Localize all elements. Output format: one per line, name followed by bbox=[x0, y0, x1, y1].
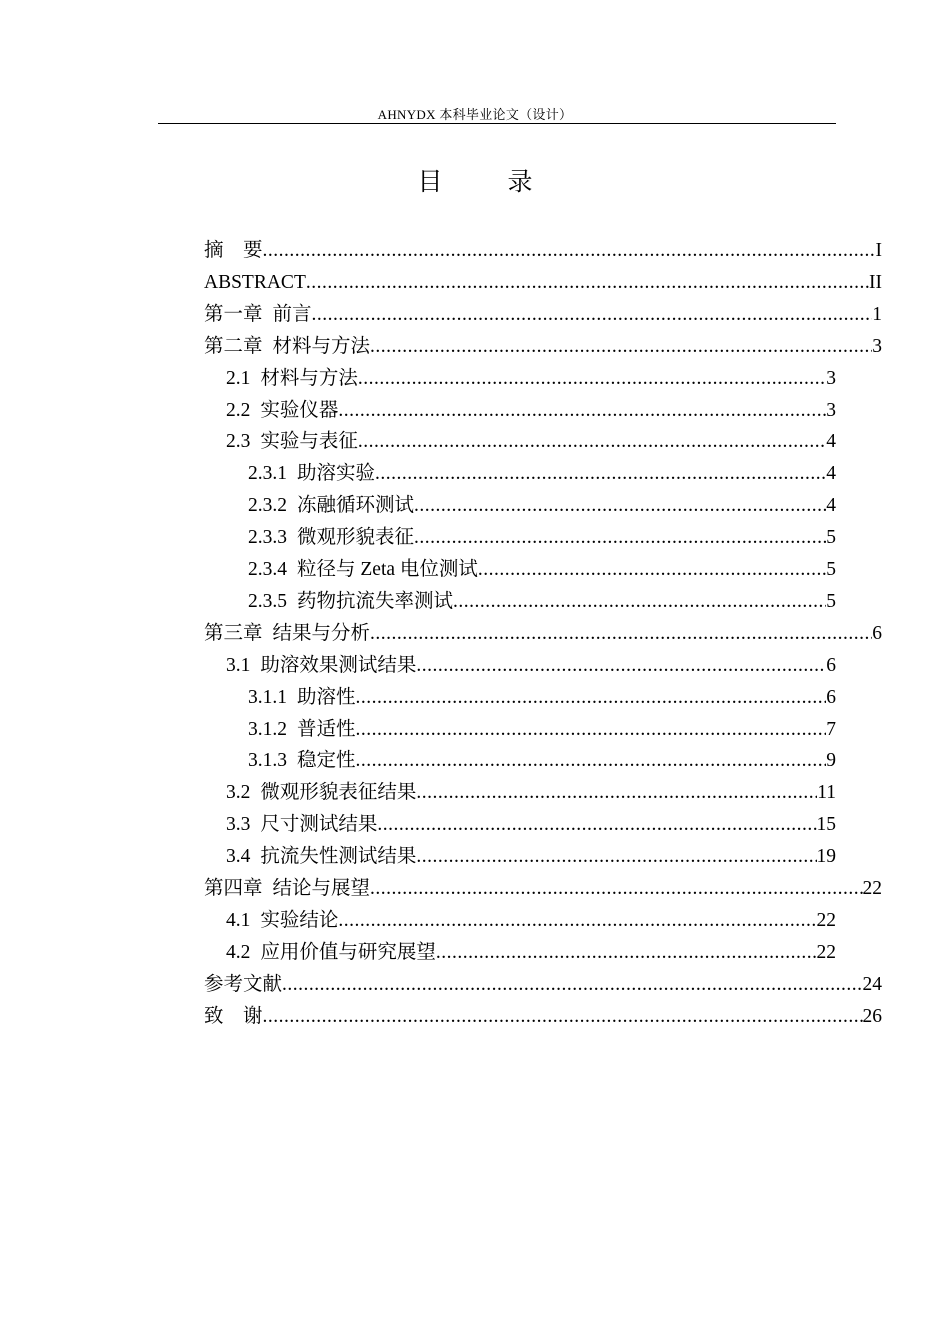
toc-entry-page: 3 bbox=[872, 335, 882, 357]
toc-entry-page: 19 bbox=[816, 846, 836, 868]
toc-entry[interactable] bbox=[226, 937, 836, 969]
toc-entry-page: 24 bbox=[862, 973, 882, 995]
toc-dot-leader bbox=[370, 331, 872, 363]
toc-entry-number: 第三章 bbox=[204, 622, 263, 644]
toc-dot-leader bbox=[370, 618, 872, 650]
running-header: AHNYDX 本科毕业论文（设计） bbox=[377, 107, 573, 122]
toc-entry[interactable] bbox=[226, 395, 836, 427]
toc-entry-page: 5 bbox=[826, 590, 836, 612]
toc-entry-title: 助溶实验 bbox=[297, 463, 376, 485]
toc-entry-page: 4 bbox=[826, 463, 836, 485]
toc-dot-leader bbox=[312, 299, 873, 331]
toc-entry-page: 6 bbox=[826, 686, 836, 708]
toc-entry-page: 4 bbox=[826, 431, 836, 453]
toc-entry-page: 7 bbox=[826, 718, 836, 740]
toc-dot-leader bbox=[356, 682, 827, 714]
toc-entry-title: 参考文献 bbox=[204, 973, 283, 995]
toc-entry-page: 5 bbox=[826, 527, 836, 549]
toc-entry[interactable] bbox=[226, 841, 836, 873]
toc-entry-number: 2.3.4 bbox=[248, 559, 287, 580]
toc-dot-leader bbox=[377, 809, 816, 841]
toc-entry-title: 助溶效果测试结果 bbox=[260, 654, 417, 676]
toc-dot-leader bbox=[370, 873, 862, 905]
toc-entry-number: 第一章 bbox=[204, 303, 263, 325]
toc-entry-page: 4 bbox=[826, 495, 836, 517]
toc-entry-title: 尺寸测试结果 bbox=[260, 814, 378, 836]
toc-entry-title: 稳定性 bbox=[297, 750, 356, 772]
toc-entry-number: 第二章 bbox=[204, 335, 263, 357]
toc-entry-title: ABSTRACT bbox=[204, 271, 306, 293]
toc-entry-title: 粒径与 Zeta 电位测试 bbox=[297, 559, 478, 580]
toc-entry-page: 9 bbox=[826, 750, 836, 772]
toc-entry-title: 材料与方法 bbox=[272, 335, 371, 357]
toc-entry-title: 实验与表征 bbox=[260, 431, 358, 453]
toc-dot-leader bbox=[338, 905, 816, 937]
toc-entry-number: 第四章 bbox=[204, 878, 263, 899]
toc-entry-title: 微观形貌表征结果 bbox=[260, 782, 417, 804]
toc-entry[interactable] bbox=[204, 618, 882, 650]
toc-entry[interactable] bbox=[204, 1001, 882, 1033]
toc-entry-title: 药物抗流失率测试 bbox=[297, 590, 454, 612]
toc-entry-number: 2.3 bbox=[226, 431, 251, 453]
toc-entry[interactable] bbox=[248, 586, 836, 618]
toc-entry-number: 3.1.3 bbox=[248, 750, 287, 772]
toc-entry-number: 2.3.2 bbox=[248, 495, 287, 517]
toc-entry-page: II bbox=[869, 271, 882, 293]
toc-entry-page: 26 bbox=[862, 1005, 882, 1027]
toc-entry[interactable] bbox=[248, 458, 836, 490]
toc-entry-page: 6 bbox=[826, 654, 836, 676]
toc-entry-page: 3 bbox=[826, 399, 836, 421]
toc-entry-number: 2.1 bbox=[226, 367, 251, 389]
toc-dot-leader bbox=[436, 937, 817, 969]
toc-dot-leader bbox=[263, 235, 876, 267]
toc-entry-number: 4.1 bbox=[226, 909, 251, 931]
toc-entry-number: 2.2 bbox=[226, 399, 251, 421]
toc-dot-leader bbox=[306, 267, 869, 299]
toc-entry-page: 11 bbox=[817, 782, 836, 804]
toc-entry-title: 应用价值与研究展望 bbox=[260, 941, 436, 963]
toc-dot-leader bbox=[263, 1001, 863, 1033]
toc-dot-leader bbox=[478, 554, 826, 586]
toc-dot-leader bbox=[358, 426, 826, 458]
toc-entry-number: 3.1.1 bbox=[248, 686, 287, 708]
toc-entry-page: 5 bbox=[826, 559, 836, 580]
toc-entry-title: 结论与展望 bbox=[272, 878, 371, 899]
toc-entry-number: 3.1 bbox=[226, 654, 251, 676]
toc-entry[interactable] bbox=[226, 905, 836, 937]
toc-entry[interactable] bbox=[248, 522, 836, 554]
toc-entry-title: 实验结论 bbox=[260, 909, 339, 931]
toc-entry[interactable] bbox=[226, 363, 836, 395]
toc-dot-leader bbox=[416, 777, 817, 809]
toc-entry-page: 1 bbox=[872, 303, 882, 325]
toc-dot-leader bbox=[453, 586, 826, 618]
toc-entry[interactable] bbox=[248, 714, 836, 746]
toc-dot-leader bbox=[356, 745, 827, 777]
toc-dot-leader bbox=[416, 841, 816, 873]
toc-entry-number: 3.1.2 bbox=[248, 718, 287, 740]
toc-entry-number: 3.2 bbox=[226, 782, 251, 804]
toc-entry[interactable] bbox=[248, 490, 836, 522]
toc-entry-number: 4.2 bbox=[226, 941, 251, 963]
toc-dot-leader bbox=[416, 650, 826, 682]
toc-entry[interactable] bbox=[226, 809, 836, 841]
toc-entry-title: 微观形貌表征 bbox=[297, 527, 415, 549]
toc-entry-title: 冻融循环测试 bbox=[297, 495, 415, 517]
toc-entry[interactable] bbox=[226, 426, 836, 458]
toc-entry-title: 结果与分析 bbox=[272, 622, 371, 644]
toc-entry[interactable] bbox=[226, 777, 836, 809]
toc-dot-leader bbox=[358, 363, 826, 395]
toc-entry-title: 前言 bbox=[272, 303, 312, 325]
toc-entry-page: 22 bbox=[816, 909, 836, 931]
toc-entry-page: 22 bbox=[816, 941, 836, 963]
toc-dot-leader bbox=[375, 458, 826, 490]
toc-entry-number: 3.3 bbox=[226, 814, 251, 836]
toc-entry-title: 助溶性 bbox=[297, 686, 356, 708]
toc-entry[interactable] bbox=[248, 745, 836, 777]
toc-dot-leader bbox=[282, 969, 862, 1001]
toc-entry-number: 3.4 bbox=[226, 846, 251, 868]
toc-entry[interactable] bbox=[248, 554, 836, 586]
toc-entry[interactable] bbox=[204, 873, 882, 905]
toc-entry[interactable] bbox=[204, 267, 882, 299]
toc-entry-title: 抗流失性测试结果 bbox=[260, 846, 417, 868]
toc-entry[interactable] bbox=[204, 235, 882, 267]
toc-entry[interactable] bbox=[204, 299, 882, 331]
toc-entry-title: 普适性 bbox=[297, 718, 356, 740]
toc-entry-number: 2.3.1 bbox=[248, 463, 287, 485]
toc-dot-leader bbox=[338, 395, 826, 427]
toc-entry-title: 致 谢 bbox=[204, 1005, 263, 1027]
toc-entry[interactable] bbox=[248, 682, 836, 714]
toc-entry-number: 2.3.5 bbox=[248, 590, 287, 612]
toc-entry-title: 材料与方法 bbox=[260, 367, 358, 389]
toc-entry[interactable] bbox=[226, 650, 836, 682]
toc-title: 目 录 bbox=[417, 169, 553, 196]
toc-entry[interactable] bbox=[204, 969, 882, 1001]
toc-entry-page: 6 bbox=[872, 622, 882, 644]
toc-entry-page: 3 bbox=[826, 367, 836, 389]
toc-entry-page: I bbox=[875, 240, 882, 261]
toc-entry[interactable] bbox=[204, 331, 882, 363]
header-rule bbox=[158, 123, 836, 124]
toc-entry-number: 2.3.3 bbox=[248, 527, 287, 549]
toc-entry-title: 摘 要 bbox=[204, 240, 263, 261]
toc-entry-page: 22 bbox=[862, 878, 882, 899]
toc-dot-leader bbox=[414, 490, 826, 522]
toc-dot-leader bbox=[356, 714, 827, 746]
toc-dot-leader bbox=[414, 522, 826, 554]
toc-entry-title: 实验仪器 bbox=[260, 399, 339, 421]
toc-entry-page: 15 bbox=[816, 814, 836, 836]
